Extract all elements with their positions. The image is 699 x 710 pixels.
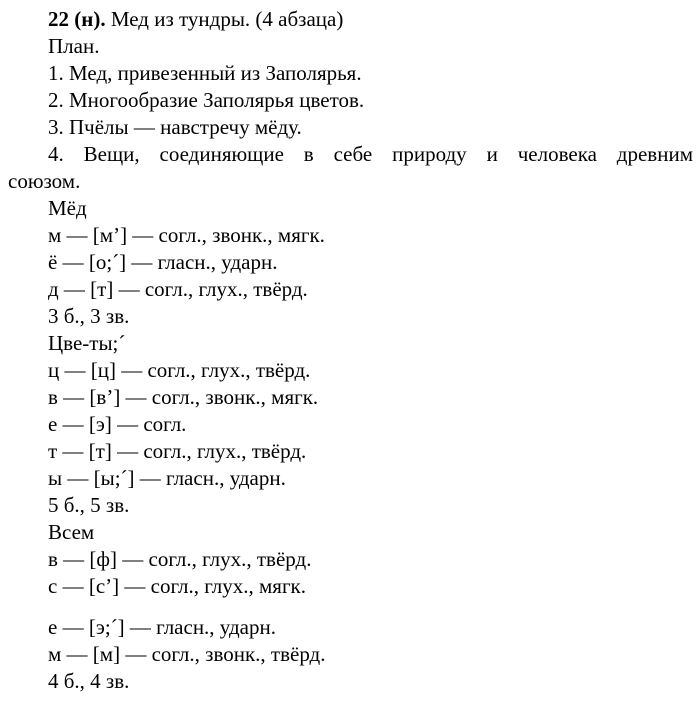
line-text: е — [э;´] — гласн., ударн. bbox=[48, 615, 276, 639]
word-title-myod bbox=[8, 195, 693, 222]
exercise-heading bbox=[8, 6, 693, 33]
analysis-line-tsvety-ts bbox=[8, 357, 693, 384]
line-text: в — [ф] — согл., глух., твёрд. bbox=[48, 547, 312, 571]
analysis-line-tsvety-v bbox=[8, 384, 693, 411]
line-text: 2. Многообразие Заполярья цветов. bbox=[48, 88, 365, 112]
plan-item-1 bbox=[8, 60, 693, 87]
plan-item-4 bbox=[8, 141, 693, 168]
letters-sounds-count-myod bbox=[8, 303, 693, 330]
analysis-line-vsem-e bbox=[8, 614, 693, 641]
analysis-line-tsvety-y bbox=[8, 465, 693, 492]
plan-item-3 bbox=[8, 114, 693, 141]
line-text: 1. Мед, привезенный из Заполярья. bbox=[48, 61, 362, 85]
line-text: 3. Пчёлы — навстречу мёду. bbox=[48, 115, 302, 139]
line-text: ё — [о;´] — гласн., ударн. bbox=[48, 250, 278, 274]
line-text: Мёд bbox=[48, 196, 87, 220]
analysis-line-myod-m bbox=[8, 222, 693, 249]
line-text: План. bbox=[48, 34, 100, 58]
letters-sounds-count-vsem bbox=[8, 668, 693, 695]
exercise-number: 22 (н). bbox=[48, 7, 106, 31]
analysis-line-tsvety-t bbox=[8, 438, 693, 465]
plan-heading bbox=[8, 33, 693, 60]
plan-item-2 bbox=[8, 87, 693, 114]
line-text: союзом. bbox=[8, 169, 81, 193]
line-text: м — [м’] — согл., звонк., мягк. bbox=[48, 223, 325, 247]
analysis-line-vsem-m bbox=[8, 641, 693, 668]
line-text: 3 б., 3 зв. bbox=[48, 304, 130, 328]
analysis-line-vsem-v bbox=[8, 546, 693, 573]
line-text: 4 б., 4 зв. bbox=[48, 669, 130, 693]
line-text: 4. Вещи, соединяющие в себе природу и человека древним bbox=[48, 142, 693, 166]
line-text: ц — [ц] — согл., глух., твёрд. bbox=[48, 358, 311, 382]
line-text: Всем bbox=[48, 520, 95, 544]
analysis-line-vsem-s bbox=[8, 573, 693, 600]
word-title-vsem bbox=[8, 519, 693, 546]
line-text: т — [т] — согл., глух., твёрд. bbox=[48, 439, 307, 463]
line-text: Мед из тундры. (4 абзаца) bbox=[105, 7, 344, 31]
word-title-tsvety bbox=[8, 330, 693, 357]
line-text: в — [в’] — согл., звонк., мягк. bbox=[48, 385, 319, 409]
line-text: Цве-ты;´ bbox=[48, 331, 126, 355]
line-text: с — [с’] — согл., глух., мягк. bbox=[48, 574, 307, 598]
analysis-line-tsvety-e bbox=[8, 411, 693, 438]
line-text: д — [т] — согл., глух., твёрд. bbox=[48, 277, 308, 301]
line-text: м — [м] — согл., звонк., твёрд. bbox=[48, 642, 326, 666]
plan-item-4-continuation bbox=[8, 168, 693, 195]
analysis-line-myod-d bbox=[8, 276, 693, 303]
line-text: 5 б., 5 зв. bbox=[48, 493, 130, 517]
document-body bbox=[8, 6, 693, 695]
line-text: е — [э] — согл. bbox=[48, 412, 187, 436]
analysis-line-myod-yo bbox=[8, 249, 693, 276]
line-text: ы — [ы;´] — гласн., ударн. bbox=[48, 466, 286, 490]
letters-sounds-count-tsvety bbox=[8, 492, 693, 519]
